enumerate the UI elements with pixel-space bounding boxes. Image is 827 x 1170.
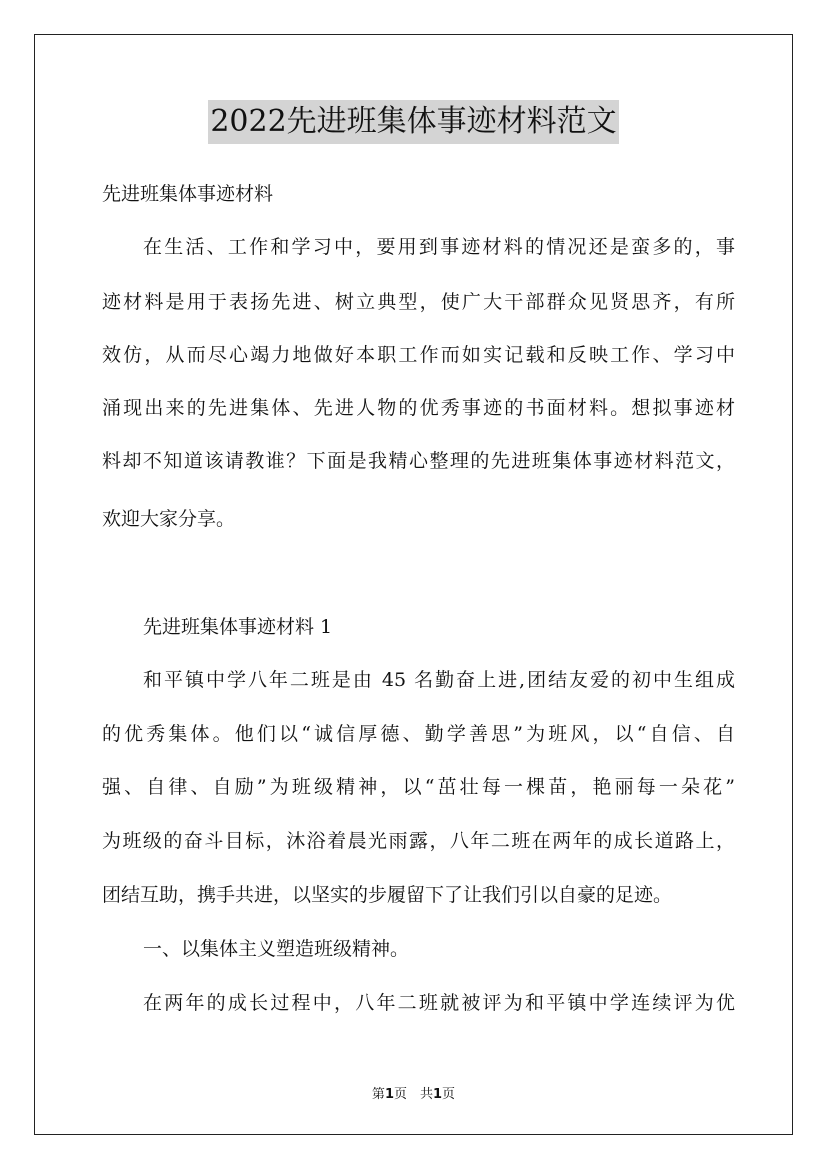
page-footer [0,1083,827,1102]
body-line: 为班级的奋斗目标，沐浴着晨光雨露，八年二班在两年的成长道路上， [102,830,735,852]
footer-suffix: 页 [442,1087,456,1102]
title-container [0,100,827,144]
body-line: 强、自律、自励”为班级精神，以“茁壮每一棵苗，艳丽每一朵花” [102,776,735,798]
footer-prefix: 第 [371,1087,385,1102]
footer-mid: 页 共 [393,1087,433,1102]
intro-line: 料却不知道该请教谁？下面是我精心整理的先进班集体事迹材料范文， [102,450,735,472]
body-line: 和平镇中学八年二班是由 45 名勤奋上进,团结友爱的初中生组成 [143,669,735,691]
intro-line: 欢迎大家分享。 [102,508,236,530]
footer-current-page: 1 [384,1087,394,1102]
body-line: 的优秀集体。他们以“诚信厚德、勤学善思”为班风，以“自信、自 [102,723,735,745]
point-heading: 一、以集体主义塑造班级精神。 [143,938,410,960]
footer-total-pages: 1 [433,1087,443,1102]
intro-line: 涌现出来的先进集体、先进人物的优秀事迹的书面材料。想拟事迹材 [102,397,735,419]
intro-line: 在生活、工作和学习中，要用到事迹材料的情况还是蛮多的，事 [143,236,735,258]
document-subtitle: 先进班集体事迹材料 [102,183,274,205]
document-title: 2022先进班集体事迹材料范文 [208,100,618,144]
body-line: 在两年的成长过程中，八年二班就被评为和平镇中学连续评为优 [143,992,735,1014]
section-heading: 先进班集体事迹材料 1 [143,616,333,638]
intro-line: 迹材料是用于表扬先进、树立典型，使广大干部群众见贤思齐，有所 [102,291,735,313]
intro-line: 效仿，从而尽心竭力地做好本职工作而如实记载和反映工作、学习中 [102,344,735,366]
body-line: 团结互助，携手共进，以坚实的步履留下了让我们引以自豪的足迹。 [102,884,673,906]
